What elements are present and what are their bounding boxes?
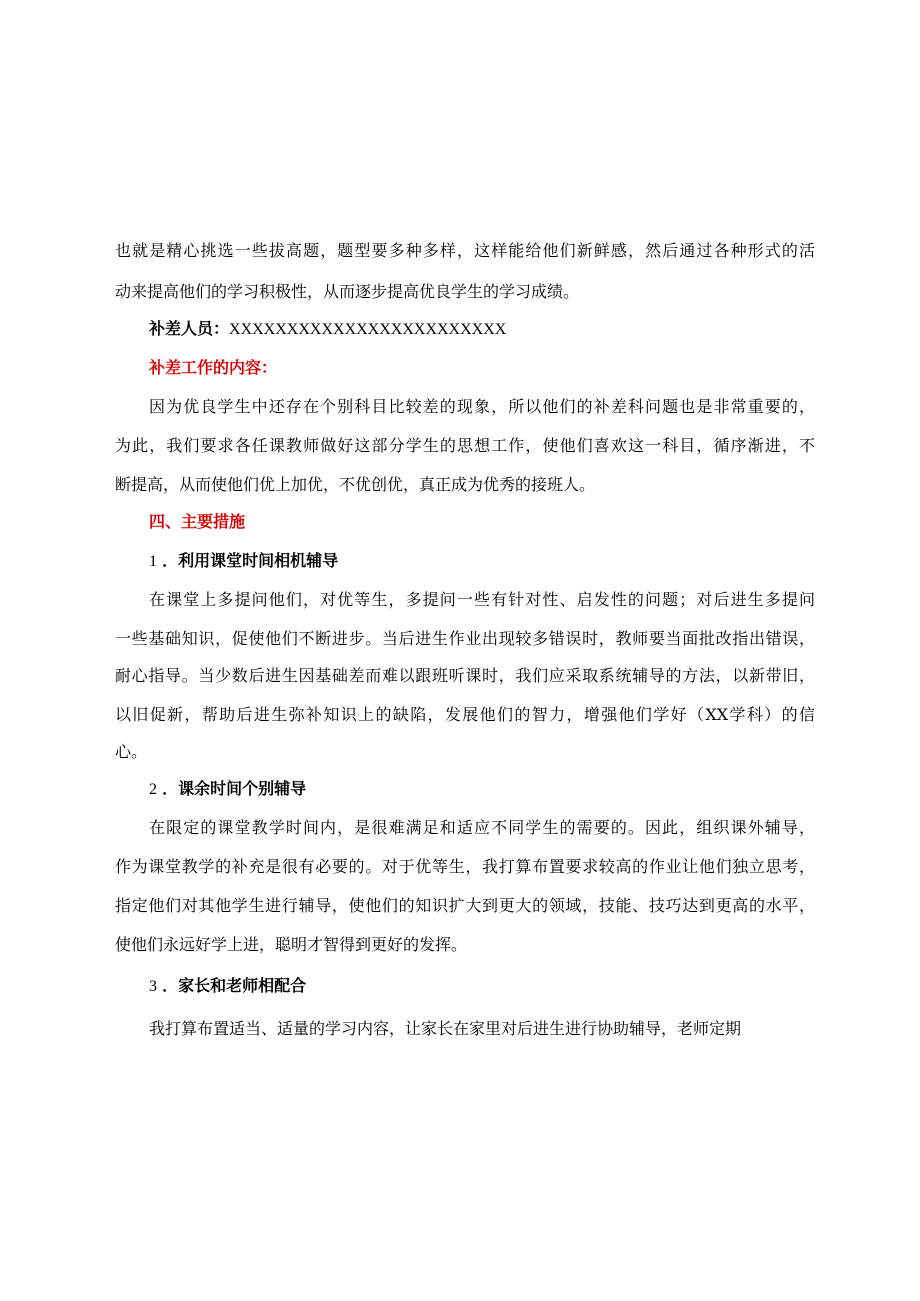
paragraph-line: 也就是精心挑选一些拔高题，题型要多种多样，这样能给他们新鲜感，然后通过各种形式的活 xyxy=(115,241,815,260)
paragraph-line: 作为课堂教学的补充是很有必要的。对于优等生，我打算布置要求较高的作业让他们独立思考， xyxy=(115,857,815,876)
paragraph-line: 因为优良学生中还存在个别科目比较差的现象，所以他们的补差科问题也是非常重要的， xyxy=(149,397,815,416)
personnel-row xyxy=(149,319,815,340)
paragraph-line: 指定他们对其他学生进行辅导，使他们的知识扩大到更大的领域，技能、技巧达到更高的水平， xyxy=(115,896,815,915)
paragraph-line: 动来提高他们的学习积极性，从而逐步提高优良学生的学习成绩。 xyxy=(115,282,580,301)
paragraph-line: 以旧促新，帮助后进生弥补知识上的缺陷，发展他们的智力，增强他们学好（XX学科）的信 xyxy=(115,705,815,724)
measure-number: 3 xyxy=(149,978,157,995)
paragraph-line: 在课堂上多提问他们，对优等生，多提问一些有针对性、启发性的问题；对后进生多提问 xyxy=(149,590,815,609)
paragraph-line: 断提高，从而使他们优上加优，不优创优，真正成为优秀的接班人。 xyxy=(115,475,596,494)
paragraph-line: 我打算布置适当、适量的学习内容，让家长在家里对后进生进行协助辅导，老师定期 xyxy=(149,1019,742,1038)
paragraph-line: 为此，我们要求各任课教师做好这部分学生的思想工作，使他们喜欢这一科目，循序渐进，不 xyxy=(115,436,815,455)
measure-title: ．利用课堂时间相机辅导 xyxy=(162,551,339,570)
measure-title: ．课余时间个别辅导 xyxy=(162,779,307,798)
paragraph-line: 使他们永远好学上进，聪明才智得到更好的发挥。 xyxy=(115,935,468,954)
measure-number: 2 xyxy=(149,781,157,798)
section-heading: 四、主要措施 xyxy=(149,512,246,531)
measure-heading xyxy=(149,976,815,997)
measure-heading xyxy=(149,779,815,800)
paragraph-line: 耐心指导。当少数后进生因基础差而难以跟班听课时，我们应采取系统辅导的方法，以新带旧， xyxy=(115,666,815,685)
personnel-label: 补差人员： xyxy=(149,319,230,338)
paragraph-line: 一些基础知识，促使他们不断进步。当后进生作业出现较多错误时，教师要当面批改指出错误， xyxy=(115,629,815,648)
content-heading: 补差工作的内容： xyxy=(149,358,278,377)
measure-heading xyxy=(149,551,815,572)
paragraph-line: 在限定的课堂教学时间内，是很难满足和适应不同学生的需要的。因此，组织课外辅导， xyxy=(149,818,815,837)
measure-number: 1 xyxy=(149,553,157,570)
measure-title: ．家长和老师相配合 xyxy=(162,976,307,995)
paragraph-line: 心。 xyxy=(115,742,148,761)
personnel-value: XXXXXXXXXXXXXXXXXXXXXXXX xyxy=(229,321,507,338)
